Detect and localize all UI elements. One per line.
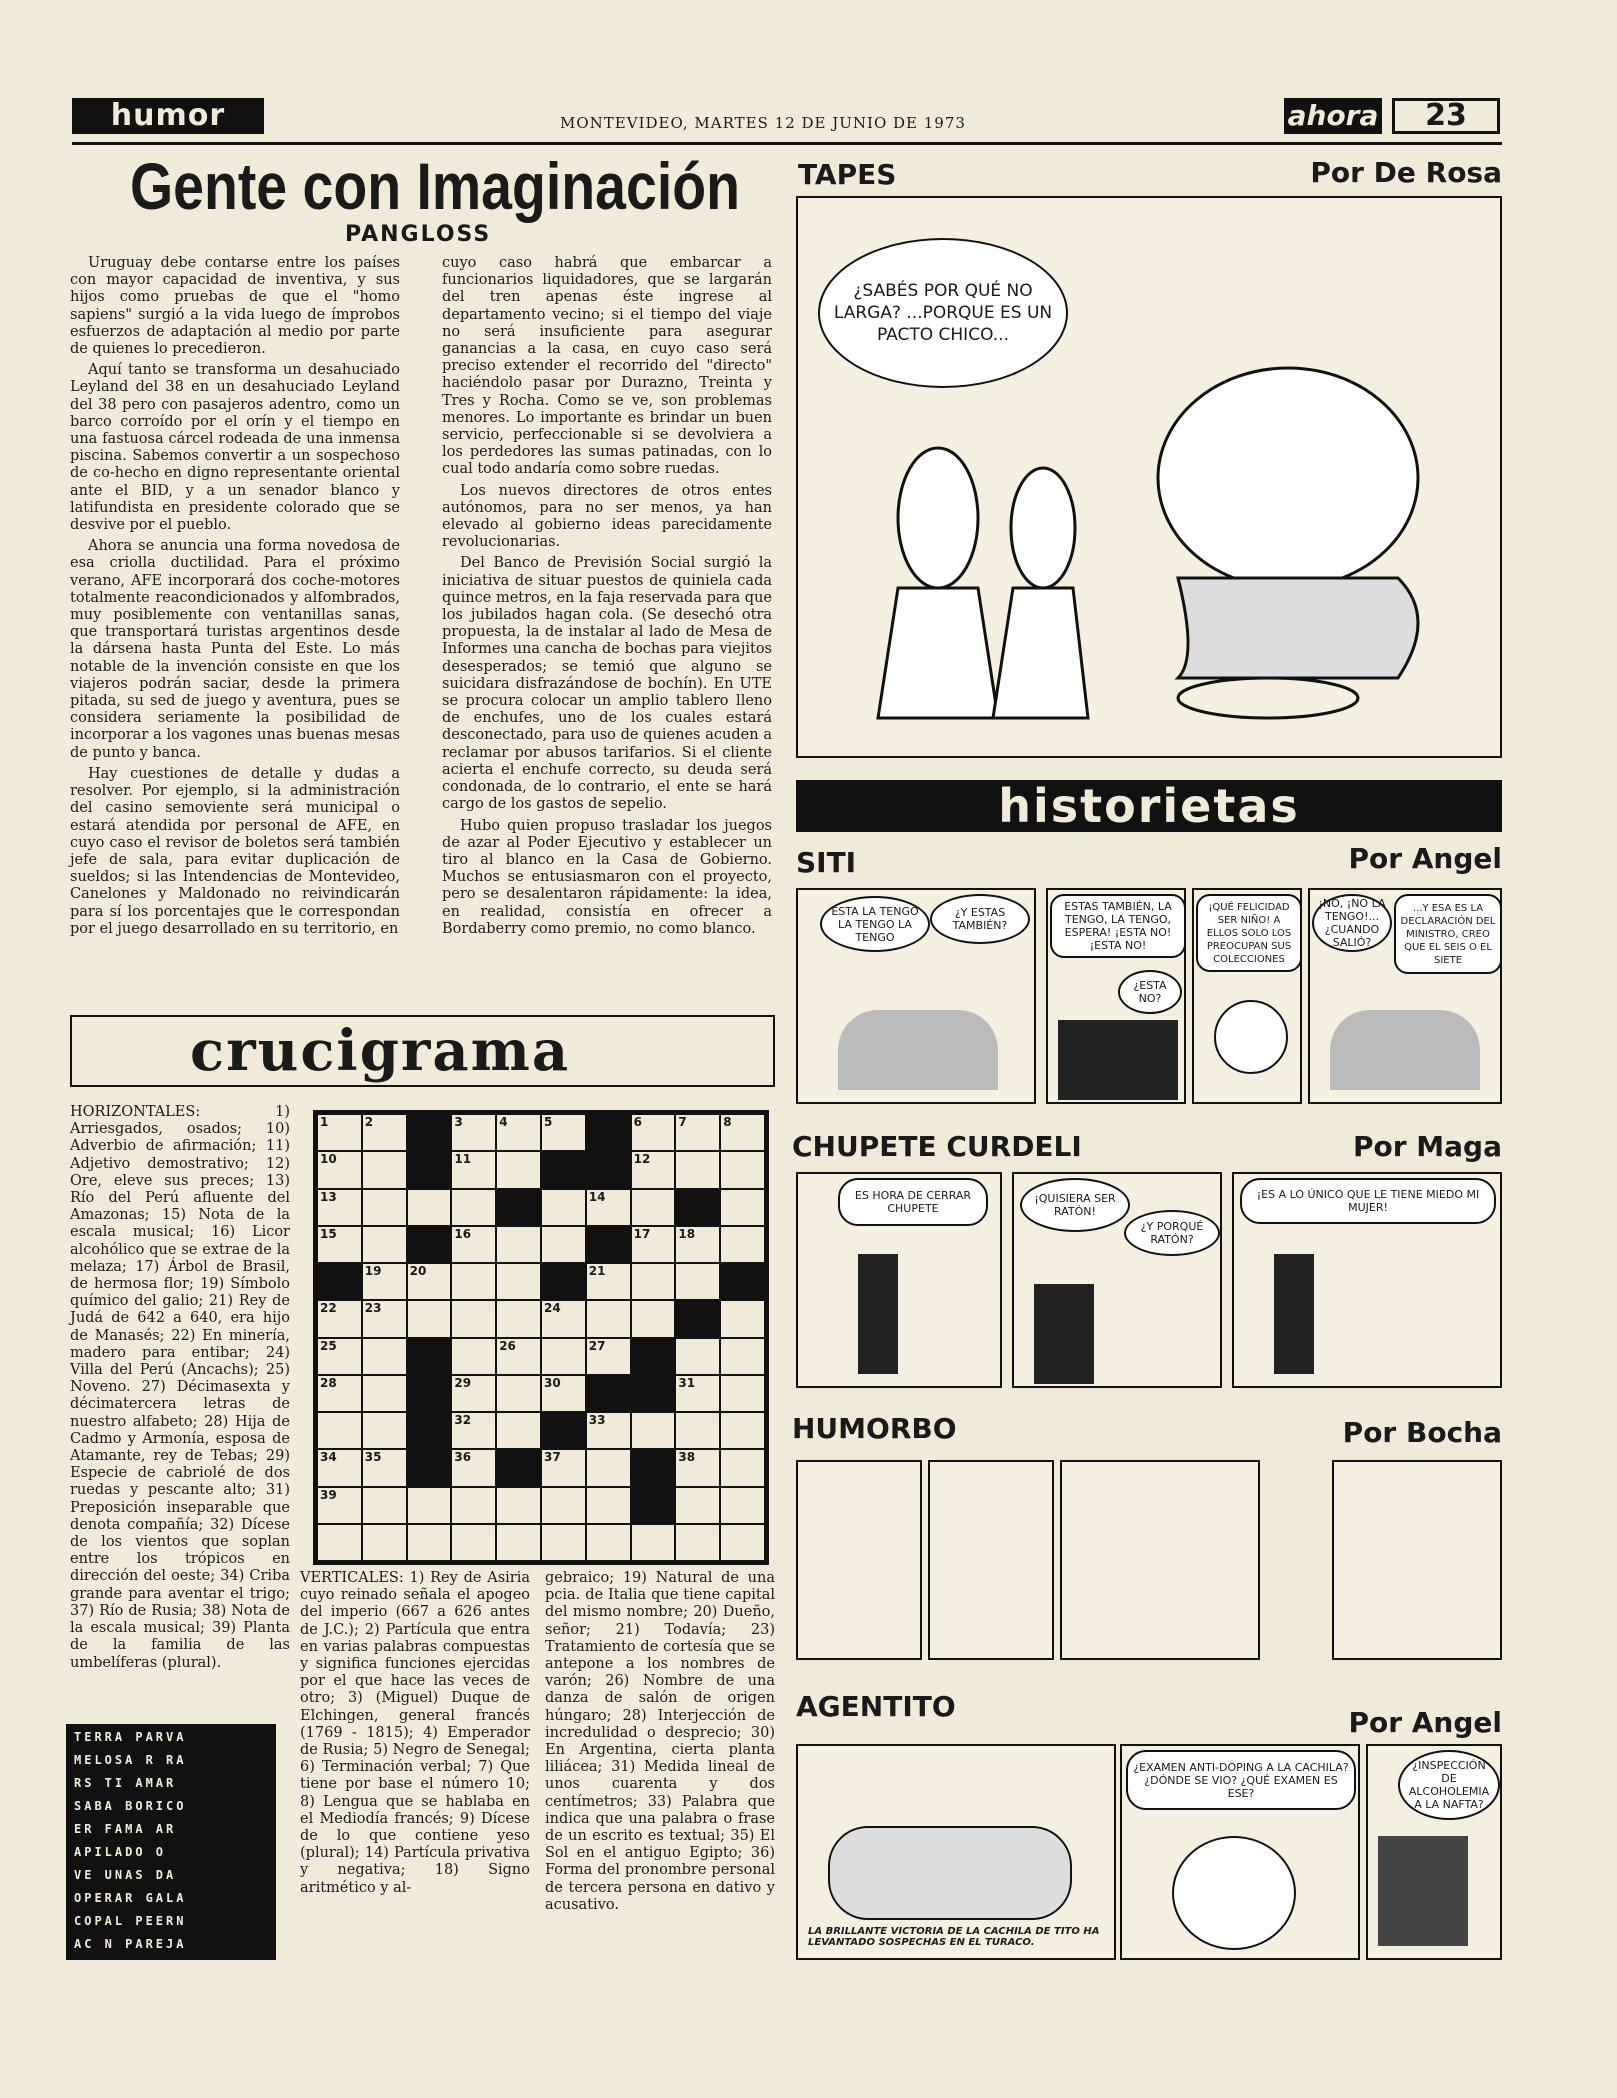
grid-cell: 7 bbox=[675, 1114, 720, 1151]
grid-cell bbox=[362, 1375, 407, 1412]
grid-cell-black bbox=[407, 1226, 452, 1263]
grid-cell: 18 bbox=[675, 1226, 720, 1263]
grid-cell bbox=[720, 1524, 765, 1561]
grid-cell-black bbox=[586, 1114, 631, 1151]
article-author: PANGLOSS bbox=[345, 222, 492, 247]
cartoon-figure bbox=[1172, 1836, 1296, 1950]
grid-cell bbox=[496, 1263, 541, 1300]
grid-cell bbox=[496, 1524, 541, 1561]
historietas-banner: historietas bbox=[796, 780, 1502, 832]
paragraph: cuyo caso habrá que embarcar a funcionarios liquidadores, que se largarán del tren apenas éste ingrese al departamento vecino; si el tiempo del viaje no será insuficiente para asegurar ganancias a la casa, en cuyo caso será preciso extender el recorrido del "directo" haciéndolo pasar por Durazno, Treinta y Tres y Rocha. Como se ve, son problemas menores. Lo importante es brindar un buen servicio, perfeccionable si se devolviera a los perdedores las sumas patinadas, con lo cual todo andaría como sobre ruedas. bbox=[442, 255, 772, 478]
grid-cell bbox=[720, 1412, 765, 1449]
grid-cell-black bbox=[496, 1189, 541, 1226]
grid-cell bbox=[675, 1524, 720, 1561]
grid-cell-black bbox=[407, 1375, 452, 1412]
grid-cell bbox=[631, 1189, 676, 1226]
speech-bubble: ¿SABÉS POR QUÉ NO LARGA? ...PORQUE ES UN PACTO CHICO... bbox=[818, 238, 1068, 388]
grid-cell bbox=[496, 1487, 541, 1524]
grid-cell bbox=[362, 1189, 407, 1226]
grid-cell bbox=[362, 1151, 407, 1188]
grid-cell bbox=[675, 1151, 720, 1188]
siti-panel-3 bbox=[1192, 888, 1302, 1104]
speech-bubble: ...Y ESA ES LA DECLARACIÓN DEL MINISTRO, CREO QUE EL SEIS O EL SIETE bbox=[1394, 894, 1502, 974]
grid-cell bbox=[720, 1487, 765, 1524]
grid-cell: 15 bbox=[317, 1226, 362, 1263]
grid-cell bbox=[586, 1449, 631, 1486]
crossword-horizontal-clues: HORIZONTALES: 1) Arriesgados, osados; 10) Adverbio de afirmación; 11) Adjetivo demostrativo; 12) Ore, eleve sus preces; 13) Río del Perú afluente del Amazonas; 15) Nota de la escala musical; 16) Licor alcohólico que se extrae de la melaza; 17) Árbol de Brasil, de hermosa flor; 19) Símbolo químico del galio; 21) Rey de Judá de 642 a 640, era hijo de Manasés; 22) En minería, madero para entibar; 24) Villa del Perú (Ancachs); 25) Noveno. 27) Décimasexta y décimatercera letras de nuestro alfabeto; 28) Hija de Cadmo y Armonía, esposa de Atamante, rey de Tebas; 29) Especie de cabriolé de dos ruedas y pescante alto; 31) Preposición inseparable que denota compañía; 32) Dícese de los vientos que soplan entre los trópicos en dirección del oeste; 34) Criba grande para aventar el trigo; 37) Río de Rusia; 38) Nota de la escala musical; 39) Planta de la familia de las umbelíferas (plural). bbox=[70, 1104, 290, 1671]
grid-cell: 30 bbox=[541, 1375, 586, 1412]
cartoon-figure bbox=[858, 1254, 898, 1374]
grid-cell bbox=[496, 1412, 541, 1449]
grid-cell: 27 bbox=[586, 1338, 631, 1375]
solution-row: AC N PAREJA bbox=[74, 1937, 187, 1951]
grid-cell bbox=[720, 1300, 765, 1337]
grid-cell bbox=[541, 1189, 586, 1226]
solution-row: RS TI AMAR bbox=[74, 1776, 177, 1790]
grid-cell-black bbox=[631, 1449, 676, 1486]
solution-row: APILADO O bbox=[74, 1845, 167, 1859]
speech-bubble: ¿EXAMEN ANTI-DOPING A LA CACHILA? ¿DÓNDE SE VIO? ¿QUÉ EXAMEN ES ESE? bbox=[1126, 1750, 1356, 1810]
grid-cell: 10 bbox=[317, 1151, 362, 1188]
grid-cell: 16 bbox=[451, 1226, 496, 1263]
grid-cell bbox=[496, 1151, 541, 1188]
grid-cell: 13 bbox=[317, 1189, 362, 1226]
speech-bubble: ¡QUISIERA SER RATÓN! bbox=[1020, 1178, 1130, 1232]
humorbo-title: HUMORBO bbox=[792, 1412, 957, 1445]
grid-cell bbox=[451, 1189, 496, 1226]
paragraph: Hay cuestiones de detalle y dudas a resolver. Por ejemplo, si la administración del casino semoviente será municipal o estará atendida por personal de AFE, en cuyo caso el revisor de boletos será también jefe de sala, para evitar duplicación de sueldos; si las Intendencias de Montevideo, Canelones y Maldonado no reivindicarán para sí los porcentajes que le correspondan por el juego desarrollado en su territorio, en bbox=[70, 765, 400, 937]
grid-cell: 22 bbox=[317, 1300, 362, 1337]
paragraph: Uruguay debe contarse entre los países con mayor capacidad de inventiva, y sus hijos como pruebas de que el "homo sapiens" surgió a la vida luego de ímprobos esfuerzos de adaptación al medio por parte de quienes lo precedieron. bbox=[70, 255, 400, 358]
solution-row: ER FAMA AR bbox=[74, 1822, 177, 1836]
grid-cell bbox=[720, 1375, 765, 1412]
cartoon-figure bbox=[1058, 1020, 1178, 1100]
grid-cell: 24 bbox=[541, 1300, 586, 1337]
siti-title: SITI bbox=[796, 846, 857, 879]
siti-author: Por Angel bbox=[1348, 842, 1502, 875]
grid-cell-black bbox=[541, 1263, 586, 1300]
grid-cell bbox=[675, 1487, 720, 1524]
grid-cell: 8 bbox=[720, 1114, 765, 1151]
cartoon-figure bbox=[1274, 1254, 1314, 1374]
speech-bubble: ¡QUÉ FELICIDAD SER NIÑO! A ELLOS SOLO LOS PREOCUPAN SUS COLECCIONES bbox=[1196, 894, 1302, 972]
article-title: Gente con Imaginación bbox=[130, 149, 740, 223]
grid-cell: 39 bbox=[317, 1487, 362, 1524]
grid-cell-black bbox=[631, 1338, 676, 1375]
dateline: MONTEVIDEO, MARTES 12 DE JUNIO DE 1973 bbox=[560, 114, 966, 132]
grid-cell bbox=[720, 1449, 765, 1486]
paragraph: Ahora se anuncia una forma novedosa de esa criolla ductilidad. Para el próximo verano, AFE incorporará dos coche-motores totalmente reacondicionados y alfombrados, muy posiblemente con ventanillas sanas, que transportará turistas argentinos desde la dársena hasta Punta del Este. Lo más notable de la invención consiste en que los viajeros podrán saciar, desde la primera pitada, su sed de juego y aventura, pues se considera seriamente la posibilidad de incorporar a los vagones unas buenas mesas de punto y banca. bbox=[70, 538, 400, 761]
section-tag: humor bbox=[72, 98, 264, 134]
grid-cell-black bbox=[586, 1151, 631, 1188]
grid-cell: 25 bbox=[317, 1338, 362, 1375]
siti-panel-2 bbox=[1046, 888, 1186, 1104]
grid-cell bbox=[720, 1226, 765, 1263]
grid-cell: 32 bbox=[451, 1412, 496, 1449]
chupete-panel-2 bbox=[1012, 1172, 1222, 1388]
cartoon-figure bbox=[1330, 1010, 1480, 1090]
humorbo-panel-5 bbox=[1332, 1460, 1502, 1660]
grid-cell bbox=[451, 1487, 496, 1524]
grid-cell bbox=[407, 1524, 452, 1561]
grid-cell-black bbox=[407, 1114, 452, 1151]
humorbo-author: Por Bocha bbox=[1342, 1416, 1502, 1449]
grid-cell-black bbox=[675, 1300, 720, 1337]
grid-cell: 4 bbox=[496, 1114, 541, 1151]
grid-cell-black bbox=[675, 1189, 720, 1226]
grid-cell: 31 bbox=[675, 1375, 720, 1412]
paragraph: Hubo quien propuso trasladar los juegos de azar al Poder Ejecutivo y establecer un tiro al blanco en la Casa de Gobierno. Muchos se entusiasmaron con el proyecto, pero se desalentaron rápidamente: la idea, en realidad, consistía en ofrecer a Bordaberry como premio, no como blanco. bbox=[442, 817, 772, 937]
grid-cell bbox=[362, 1487, 407, 1524]
cartoon-figure bbox=[838, 1010, 998, 1090]
grid-cell bbox=[631, 1263, 676, 1300]
solution-row: SABA BORICO bbox=[74, 1799, 187, 1813]
grid-cell bbox=[586, 1524, 631, 1561]
speech-bubble: ¡NO, ¡NO LA TENGO!... ¿CUANDO SALIÓ? bbox=[1312, 894, 1392, 952]
grid-cell bbox=[720, 1151, 765, 1188]
tapes-author: Por De Rosa bbox=[1310, 156, 1502, 189]
grid-cell bbox=[317, 1524, 362, 1561]
grid-cell bbox=[362, 1524, 407, 1561]
grid-cell bbox=[720, 1189, 765, 1226]
speech-bubble: ¿INSPECCIÓN DE ALCOHOLEMIA A LA NAFTA? bbox=[1398, 1750, 1500, 1820]
chupete-panel-3 bbox=[1232, 1172, 1502, 1388]
grid-cell bbox=[451, 1263, 496, 1300]
grid-cell bbox=[362, 1226, 407, 1263]
solution-row: COPAL PEERN bbox=[74, 1914, 187, 1928]
grid-cell: 14 bbox=[586, 1189, 631, 1226]
grid-cell-black bbox=[407, 1412, 452, 1449]
grid-cell: 11 bbox=[451, 1151, 496, 1188]
grid-cell-black bbox=[631, 1487, 676, 1524]
siti-panel-1 bbox=[796, 888, 1036, 1104]
cartoon-drawing bbox=[798, 198, 1500, 756]
crossword-vertical-clues-2: gebraico; 19) Natural de una pcia. de Italia que tiene capital del mismo nombre; 20) Dueño, señor; 21) Todavía; 23) Tratamiento de cortesía que se antepone a los nombres de varón; 26) Nombre de una danza de salón de origen húngaro; 28) Interjección de incredulidad o desprecio; 30) En Argentina, cierta planta liliácea; 31) Medida lineal de unos cuarenta y dos centímetros; 33) Palabra que indica que una palabra o frase de un escrito es textual; 35) El Sol en el antiguo Egipto; 36) Forma del pronombre personal de tercera persona en dativo y acusativo. bbox=[545, 1570, 775, 1913]
grid-cell-black bbox=[631, 1375, 676, 1412]
grid-cell bbox=[451, 1524, 496, 1561]
speech-bubble: ¿Y PORQUÉ RATÓN? bbox=[1124, 1210, 1220, 1256]
grid-cell bbox=[675, 1338, 720, 1375]
grid-cell bbox=[631, 1524, 676, 1561]
cartoon-figure bbox=[1378, 1836, 1468, 1946]
grid-cell-black bbox=[720, 1263, 765, 1300]
grid-cell: 2 bbox=[362, 1114, 407, 1151]
grid-cell: 34 bbox=[317, 1449, 362, 1486]
article-column-2 bbox=[442, 255, 772, 942]
crossword-grid bbox=[313, 1110, 769, 1565]
solution-row: TERRA PARVA bbox=[74, 1730, 187, 1744]
grid-cell-black bbox=[317, 1263, 362, 1300]
grid-cell: 3 bbox=[451, 1114, 496, 1151]
grid-cell-black bbox=[407, 1338, 452, 1375]
tapes-title: TAPES bbox=[798, 158, 897, 191]
grid-cell bbox=[496, 1375, 541, 1412]
grid-cell bbox=[541, 1487, 586, 1524]
agentito-panel-1 bbox=[796, 1744, 1116, 1960]
grid-cell: 12 bbox=[631, 1151, 676, 1188]
grid-cell: 20 bbox=[407, 1263, 452, 1300]
grid-cell bbox=[407, 1300, 452, 1337]
agentito-panel-3 bbox=[1366, 1744, 1502, 1960]
grid-cell-black bbox=[541, 1412, 586, 1449]
humorbo-panel-3 bbox=[1060, 1460, 1260, 1660]
grid-cell bbox=[451, 1338, 496, 1375]
grid-cell bbox=[496, 1300, 541, 1337]
agentito-author: Por Angel bbox=[1348, 1706, 1502, 1739]
grid-cell: 37 bbox=[541, 1449, 586, 1486]
comic-caption: LA BRILLANTE VICTORIA DE LA CACHILA DE TITO HA LEVANTADO SOSPECHAS EN EL TURACO. bbox=[808, 1926, 1100, 1948]
grid-cell bbox=[496, 1226, 541, 1263]
solution-row: VE UNAS DA bbox=[74, 1868, 177, 1882]
crossword-vertical-clues-1: VERTICALES: 1) Rey de Asiria cuyo reinado señala el apogeo del imperio (667 a 626 antes de J.C.); 2) Partícula que entra en varias palabras compuestas y significa funciones ejercidas por el que hace las veces de otro; 3) (Miguel) Duque de Elchingen, general francés (1769 - 1815); 4) Emperador de Rusia; 5) Negro de Senegal; 6) Terminación verbal; 7) Que tiene por base el número 10; 8) Lengua que se hablaba en el Mediodía francés; 9) Dícese de lo que contiene yeso (plural); 14) Partícula privativa y negativa; 18) Signo aritmético y al- bbox=[300, 1570, 530, 1896]
grid-cell: 26 bbox=[496, 1338, 541, 1375]
grid-cell-black bbox=[586, 1226, 631, 1263]
solution-row: MELOSA R RA bbox=[74, 1753, 187, 1767]
tapes-cartoon bbox=[796, 196, 1502, 758]
grid-cell bbox=[631, 1412, 676, 1449]
grid-cell bbox=[720, 1338, 765, 1375]
grid-cell bbox=[541, 1226, 586, 1263]
grid-cell bbox=[541, 1524, 586, 1561]
chupete-title: CHUPETE CURDELI bbox=[792, 1130, 1082, 1163]
grid-cell bbox=[586, 1487, 631, 1524]
agentito-title: AGENTITO bbox=[796, 1690, 956, 1723]
agentito-panel-2 bbox=[1120, 1744, 1360, 1960]
paragraph: Del Banco de Previsión Social surgió la iniciativa de situar puestos de quiniela cada quince metros, en la faja reservada para que los jubilados hagan cola. (Se desechó otra propuesta, la de instalar al lado de Mesa de Informes una cancha de bochas para viejitos desesperados; se temió que alguno se suicidara disfrazándose de bochín). En UTE se procura colocar un amplio tablero lleno de enchufes, uno de los cuales estará desconectado, para uso de quienes acuden a reclamar por abusos tarifarios. Si el cliente acierta el enchufe correcto, su deuda será condonada, de lo contrario, el ente se hará cargo de los gastos de sepelio. bbox=[442, 555, 772, 813]
grid-cell bbox=[407, 1487, 452, 1524]
grid-cell-black bbox=[407, 1151, 452, 1188]
grid-cell-black bbox=[541, 1151, 586, 1188]
grid-cell bbox=[451, 1300, 496, 1337]
grid-cell: 35 bbox=[362, 1449, 407, 1486]
grid-cell bbox=[586, 1300, 631, 1337]
grid-cell: 33 bbox=[586, 1412, 631, 1449]
grid-cell bbox=[362, 1412, 407, 1449]
humorbo-panel-4 bbox=[1266, 1460, 1326, 1660]
grid-cell bbox=[362, 1338, 407, 1375]
chupete-panel-1 bbox=[796, 1172, 1002, 1388]
grid-cell: 23 bbox=[362, 1300, 407, 1337]
speech-bubble: ESTA LA TENGO LA TENGO LA TENGO bbox=[820, 896, 930, 952]
header-rule bbox=[72, 142, 1502, 145]
grid-cell: 19 bbox=[362, 1263, 407, 1300]
grid-cell-black bbox=[407, 1449, 452, 1486]
speech-bubble: ¿Y ESTAS TAMBIÉN? bbox=[930, 894, 1030, 944]
grid-cell: 29 bbox=[451, 1375, 496, 1412]
paragraph: Aquí tanto se transforma un desahuciado Leyland del 38 en un desahuciado Leyland del 38 pero con pasajeros adentro, como un barco corroído por el orín y el tiempo en una fastuosa cárcel rodeada de una inmensa piscina. Sabemos convertir a un sospechoso de co-hecho en digno representante oriental ante el BID, y a un senador blanco y latifundista en presidente colorado que se desvive por el pueblo. bbox=[70, 362, 400, 534]
grid-cell: 38 bbox=[675, 1449, 720, 1486]
grid-cell bbox=[675, 1412, 720, 1449]
grid-cell: 21 bbox=[586, 1263, 631, 1300]
grid-cell bbox=[317, 1412, 362, 1449]
speech-bubble: ESTAS TAMBIÉN, LA TENGO, LA TENGO, ESPERA! ¡ESTA NO!¡ESTA NO! bbox=[1050, 894, 1186, 958]
siti-panel-4 bbox=[1308, 888, 1502, 1104]
grid-cell: 1 bbox=[317, 1114, 362, 1151]
solution-row: OPERAR GALA bbox=[74, 1891, 187, 1905]
grid-cell bbox=[407, 1189, 452, 1226]
cartoon-figure bbox=[1214, 1000, 1288, 1074]
article-column-1 bbox=[70, 255, 400, 942]
grid-cell bbox=[675, 1263, 720, 1300]
grid-cell-black bbox=[586, 1375, 631, 1412]
race-car bbox=[828, 1826, 1072, 1920]
speech-bubble: ¡ES A LO ÚNICO QUE LE TIENE MIEDO MI MUJER! bbox=[1240, 1178, 1496, 1224]
grid-cell: 36 bbox=[451, 1449, 496, 1486]
crossword-solution bbox=[66, 1724, 276, 1974]
grid-cell: 6 bbox=[631, 1114, 676, 1151]
chupete-author: Por Maga bbox=[1352, 1130, 1502, 1163]
grid-cell: 28 bbox=[317, 1375, 362, 1412]
humorbo-panel-2 bbox=[928, 1460, 1054, 1660]
humorbo-panel-1 bbox=[796, 1460, 922, 1660]
crossword-title: crucigrama bbox=[190, 1018, 571, 1084]
grid-cell: 17 bbox=[631, 1226, 676, 1263]
page-number: 23 bbox=[1392, 98, 1500, 134]
speech-bubble: ES HORA DE CERRAR CHUPETE bbox=[838, 1178, 988, 1226]
grid-cell: 5 bbox=[541, 1114, 586, 1151]
paragraph: Los nuevos directores de otros entes autónomos, para no ser menos, ya han elevado al gobierno ideas parecidamente revolucionarias. bbox=[442, 482, 772, 551]
newspaper-logo: ahora bbox=[1284, 98, 1382, 134]
grid-cell bbox=[541, 1338, 586, 1375]
cartoon-figure bbox=[1034, 1284, 1094, 1384]
grid-cell bbox=[631, 1300, 676, 1337]
solution-row: AVAL NODO bbox=[74, 1960, 167, 1974]
grid-cell-black bbox=[496, 1449, 541, 1486]
speech-bubble: ¿ESTA NO? bbox=[1118, 970, 1182, 1014]
